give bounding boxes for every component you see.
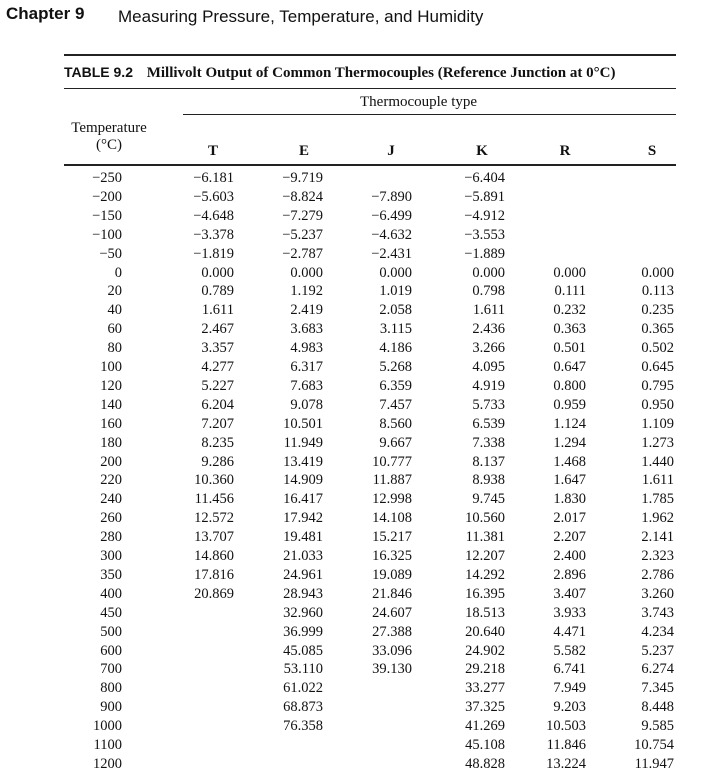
value-cell-k: 10.560 xyxy=(465,510,505,527)
value-cell-r: 5.582 xyxy=(553,642,586,659)
column-header-t: T xyxy=(207,143,218,159)
value-cell-s: 1.273 xyxy=(641,434,674,451)
value-cell-t: −4.648 xyxy=(193,207,234,224)
value-cell-k: −3.553 xyxy=(464,226,505,243)
value-cell-k: 29.218 xyxy=(465,661,505,678)
value-cell-j: 21.846 xyxy=(372,585,412,602)
value-cell-j: 0.000 xyxy=(379,264,412,281)
value-cell-t: 0.000 xyxy=(201,264,234,281)
value-cell-r: 3.407 xyxy=(553,585,586,602)
temperature-cell: 180 xyxy=(100,434,122,451)
value-cell-k: 9.745 xyxy=(472,491,505,508)
temperature-cell: −50 xyxy=(99,245,122,262)
value-cell-j: 14.108 xyxy=(372,510,412,527)
value-cell-j: 3.115 xyxy=(379,321,412,338)
value-cell-e: −5.237 xyxy=(282,226,323,243)
value-cell-r: 0.501 xyxy=(553,340,586,357)
value-cell-k: 18.513 xyxy=(465,604,505,621)
value-cell-j: 33.096 xyxy=(372,642,412,659)
value-cell-e: 68.873 xyxy=(283,699,323,716)
value-cell-t: 17.816 xyxy=(194,566,234,583)
temperature-cell: 60 xyxy=(107,321,122,338)
value-cell-e: 9.078 xyxy=(290,396,323,413)
value-cell-e: 6.317 xyxy=(290,359,323,375)
value-cell-s: 2.786 xyxy=(641,566,674,583)
value-cell-j: 10.777 xyxy=(372,453,412,470)
value-cell-j: −2.431 xyxy=(371,245,412,262)
temperature-cell: 40 xyxy=(107,302,122,319)
temperature-cell: 200 xyxy=(100,453,122,470)
value-cell-t: 6.204 xyxy=(201,396,234,413)
value-cell-s: 0.365 xyxy=(641,321,674,338)
value-cell-r: 1.468 xyxy=(553,453,586,470)
value-cell-e: −7.279 xyxy=(282,207,323,224)
value-cell-k: 37.325 xyxy=(465,699,505,716)
value-cell-r: 11.846 xyxy=(546,737,586,753)
temperature-cell: −200 xyxy=(92,188,122,205)
temperature-cell: −250 xyxy=(92,170,122,186)
value-cell-k: 24.902 xyxy=(465,642,505,659)
temperature-cell: 120 xyxy=(100,377,122,394)
value-cell-s: 6.274 xyxy=(641,661,674,678)
value-cell-r: 1.124 xyxy=(553,415,586,432)
value-cell-t: 8.235 xyxy=(201,434,234,451)
value-cell-j: 27.388 xyxy=(372,623,412,640)
value-cell-j: −7.890 xyxy=(371,188,412,205)
value-cell-t: 12.572 xyxy=(194,510,234,527)
temperature-cell: −150 xyxy=(92,207,122,224)
value-cell-e: 14.909 xyxy=(283,472,323,489)
value-cell-t: 11.456 xyxy=(194,491,234,508)
value-cell-j: −4.632 xyxy=(371,226,412,243)
value-cell-j: 11.887 xyxy=(372,472,412,489)
value-cell-e: 11.949 xyxy=(283,434,323,451)
value-cell-k: 8.938 xyxy=(472,472,505,489)
temperature-cell: 140 xyxy=(100,396,122,413)
value-cell-e: 21.033 xyxy=(283,548,323,564)
value-cell-j: 16.325 xyxy=(372,548,412,564)
value-cell-r: 0.111 xyxy=(554,283,586,300)
value-cell-t: 1.611 xyxy=(201,302,234,319)
value-cell-s: 1.440 xyxy=(641,453,674,470)
value-cell-s: 1.962 xyxy=(641,510,674,527)
value-cell-j: 4.186 xyxy=(379,340,412,357)
table-label: TABLE 9.2 xyxy=(64,64,133,80)
value-cell-t: 9.286 xyxy=(201,453,234,470)
column-header-e: E xyxy=(298,143,309,159)
value-cell-j: 1.019 xyxy=(379,283,412,300)
column-header-k: K xyxy=(476,143,488,159)
value-cell-k: 1.611 xyxy=(472,302,505,319)
value-cell-e: 3.683 xyxy=(290,321,323,338)
value-cell-k: 16.395 xyxy=(465,585,505,602)
value-cell-e: 17.942 xyxy=(283,510,323,527)
value-cell-e: 19.481 xyxy=(283,529,323,546)
value-cell-k: 6.539 xyxy=(472,415,505,432)
column-header-r: R xyxy=(559,143,571,159)
value-cell-e: 13.419 xyxy=(283,453,323,470)
value-cell-r: 4.471 xyxy=(553,623,586,640)
temperature-cell: 20 xyxy=(107,283,122,300)
value-cell-r: 2.896 xyxy=(553,566,586,583)
temperature-cell: 280 xyxy=(100,529,122,546)
value-cell-j: 8.560 xyxy=(379,415,412,432)
temperature-cell: 1200 xyxy=(93,755,122,772)
value-cell-e: 10.501 xyxy=(283,415,323,432)
header-rule xyxy=(64,164,676,166)
value-cell-e: −2.787 xyxy=(282,245,323,262)
value-cell-t: 14.860 xyxy=(194,548,234,564)
value-cell-e: −9.719 xyxy=(282,170,323,186)
value-cell-j: 19.089 xyxy=(372,566,412,583)
value-cell-s: 2.141 xyxy=(641,529,674,546)
value-cell-e: 53.110 xyxy=(283,661,323,678)
value-cell-k: 45.108 xyxy=(465,737,505,753)
value-cell-s: 0.000 xyxy=(641,264,674,281)
temperature-header-line1: Temperature xyxy=(71,120,147,136)
value-cell-e: 61.022 xyxy=(283,680,323,697)
caption-rule xyxy=(64,88,676,89)
value-cell-r: 10.503 xyxy=(546,718,586,735)
value-cell-s: 2.323 xyxy=(641,548,674,564)
value-cell-r: 0.232 xyxy=(553,302,586,319)
temperature-cell: 0 xyxy=(114,264,122,281)
value-cell-e: 4.983 xyxy=(290,340,323,357)
value-cell-s: 8.448 xyxy=(641,699,674,716)
value-cell-t: 13.707 xyxy=(194,529,234,546)
value-cell-r: 0.647 xyxy=(553,359,586,375)
value-cell-k: 0.798 xyxy=(472,283,505,300)
value-cell-r: 1.830 xyxy=(553,491,586,508)
value-cell-j: 6.359 xyxy=(379,377,412,394)
value-cell-e: 45.085 xyxy=(283,642,323,659)
value-cell-s: 3.260 xyxy=(641,585,674,602)
value-cell-k: −1.889 xyxy=(464,245,505,262)
temperature-header xyxy=(64,120,154,154)
value-cell-j: 39.130 xyxy=(372,661,412,678)
temperature-cell: 600 xyxy=(100,642,122,659)
value-cell-k: 33.277 xyxy=(465,680,505,697)
value-cell-s: 3.743 xyxy=(641,604,674,621)
temperature-cell: 700 xyxy=(100,661,122,678)
value-cell-r: 1.647 xyxy=(553,472,586,489)
temperature-cell: 260 xyxy=(100,510,122,527)
group-rule xyxy=(183,114,676,115)
value-cell-r: 3.933 xyxy=(553,604,586,621)
temperature-cell: 220 xyxy=(100,472,122,489)
value-cell-e: 1.192 xyxy=(290,283,323,300)
value-cell-k: −6.404 xyxy=(464,170,505,186)
temperature-cell: 800 xyxy=(100,680,122,697)
value-cell-s: 11.947 xyxy=(634,755,674,772)
value-cell-t: 3.357 xyxy=(201,340,234,357)
value-cell-k: 0.000 xyxy=(472,264,505,281)
value-cell-k: 48.828 xyxy=(465,755,505,772)
value-cell-j: 5.268 xyxy=(379,359,412,375)
value-cell-k: 4.095 xyxy=(472,359,505,375)
value-cell-t: −3.378 xyxy=(193,226,234,243)
value-cell-s: 0.645 xyxy=(641,359,674,375)
temperature-cell: 500 xyxy=(100,623,122,640)
value-cell-t: −5.603 xyxy=(193,188,234,205)
value-cell-t: 2.467 xyxy=(201,321,234,338)
value-cell-r: 0.000 xyxy=(553,264,586,281)
value-cell-k: 8.137 xyxy=(472,453,505,470)
value-cell-e: 0.000 xyxy=(290,264,323,281)
value-cell-k: 3.266 xyxy=(472,340,505,357)
value-cell-k: −5.891 xyxy=(464,188,505,205)
value-cell-t: −1.819 xyxy=(193,245,234,262)
value-cell-r: 0.800 xyxy=(553,377,586,394)
value-cell-s: 0.950 xyxy=(641,396,674,413)
value-cell-k: 14.292 xyxy=(465,566,505,583)
value-cell-r: 2.207 xyxy=(553,529,586,546)
value-cell-s: 1.109 xyxy=(641,415,674,432)
value-cell-s: 5.237 xyxy=(641,642,674,659)
value-cell-t: −6.181 xyxy=(193,170,234,186)
value-cell-t: 5.227 xyxy=(201,377,234,394)
chapter-title: Measuring Pressure, Temperature, and Humidity xyxy=(118,7,484,26)
value-cell-k: 12.207 xyxy=(465,548,505,564)
value-cell-j: 12.998 xyxy=(372,491,412,508)
temperature-cell: 240 xyxy=(100,491,122,508)
temperature-cell: −100 xyxy=(92,226,122,243)
value-cell-k: 7.338 xyxy=(472,434,505,451)
value-cell-e: 32.960 xyxy=(283,604,323,621)
value-cell-e: 7.683 xyxy=(290,377,323,394)
temperature-cell: 400 xyxy=(100,585,122,602)
value-cell-r: 7.949 xyxy=(553,680,586,697)
table-caption-text: Millivolt Output of Common Thermocouples (Reference Junction at 0°C) xyxy=(146,65,616,81)
value-cell-r: 1.294 xyxy=(553,434,586,451)
value-cell-t: 4.277 xyxy=(201,359,234,375)
value-cell-k: −4.912 xyxy=(464,207,505,224)
value-cell-s: 1.785 xyxy=(641,491,674,508)
value-cell-r: 6.741 xyxy=(553,661,586,678)
value-cell-k: 2.436 xyxy=(472,321,505,338)
value-cell-t: 0.789 xyxy=(201,283,234,300)
temperature-cell: 350 xyxy=(100,566,122,583)
value-cell-j: −6.499 xyxy=(371,207,412,224)
value-cell-j: 7.457 xyxy=(379,396,412,413)
value-cell-e: 24.961 xyxy=(283,566,323,583)
top-rule xyxy=(64,54,676,56)
temperature-cell: 100 xyxy=(100,359,122,375)
value-cell-k: 4.919 xyxy=(472,377,505,394)
value-cell-s: 10.754 xyxy=(634,737,674,753)
value-cell-j: 9.667 xyxy=(379,434,412,451)
column-header-s: S xyxy=(647,143,657,159)
value-cell-s: 0.795 xyxy=(641,377,674,394)
value-cell-k: 41.269 xyxy=(465,718,505,735)
value-cell-e: 28.943 xyxy=(283,585,323,602)
value-cell-k: 5.733 xyxy=(472,396,505,413)
temperature-cell: 1100 xyxy=(93,737,122,753)
value-cell-k: 11.381 xyxy=(465,529,505,546)
temperature-cell: 1000 xyxy=(93,718,122,735)
value-cell-s: 0.113 xyxy=(641,283,674,300)
value-cell-j: 2.058 xyxy=(379,302,412,319)
value-cell-r: 9.203 xyxy=(553,699,586,716)
value-cell-j: 15.217 xyxy=(372,529,412,546)
temperature-header-line2: (°C) xyxy=(96,137,122,153)
value-cell-s: 0.502 xyxy=(641,340,674,357)
value-cell-e: 36.999 xyxy=(283,623,323,640)
value-cell-r: 2.400 xyxy=(553,548,586,564)
temperature-cell: 80 xyxy=(107,340,122,357)
value-cell-r: 0.363 xyxy=(553,321,586,338)
value-cell-t: 7.207 xyxy=(201,415,234,432)
value-cell-r: 13.224 xyxy=(546,755,586,772)
value-cell-s: 7.345 xyxy=(641,680,674,697)
chapter-number: Chapter 9 xyxy=(6,4,85,23)
value-cell-e: 2.419 xyxy=(290,302,323,319)
value-cell-e: 76.358 xyxy=(283,718,323,735)
value-cell-k: 20.640 xyxy=(465,623,505,640)
value-cell-t: 20.869 xyxy=(194,585,234,602)
value-cell-r: 0.959 xyxy=(553,396,586,413)
value-cell-t: 10.360 xyxy=(194,472,234,489)
value-cell-s: 4.234 xyxy=(641,623,674,640)
temperature-cell: 300 xyxy=(100,548,122,564)
value-cell-j: 24.607 xyxy=(372,604,412,621)
temperature-cell: 900 xyxy=(100,699,122,716)
value-cell-r: 2.017 xyxy=(553,510,586,527)
value-cell-s: 1.611 xyxy=(641,472,674,489)
value-cell-s: 9.585 xyxy=(641,718,674,735)
thermocouple-type-header: Thermocouple type xyxy=(360,94,478,110)
column-header-j: J xyxy=(387,143,395,159)
temperature-cell: 160 xyxy=(100,415,122,432)
value-cell-e: −8.824 xyxy=(282,188,323,205)
value-cell-s: 0.235 xyxy=(641,302,674,319)
value-cell-e: 16.417 xyxy=(283,491,323,508)
chapter-header xyxy=(6,4,484,26)
table-caption xyxy=(64,64,615,82)
temperature-cell: 450 xyxy=(100,604,122,621)
